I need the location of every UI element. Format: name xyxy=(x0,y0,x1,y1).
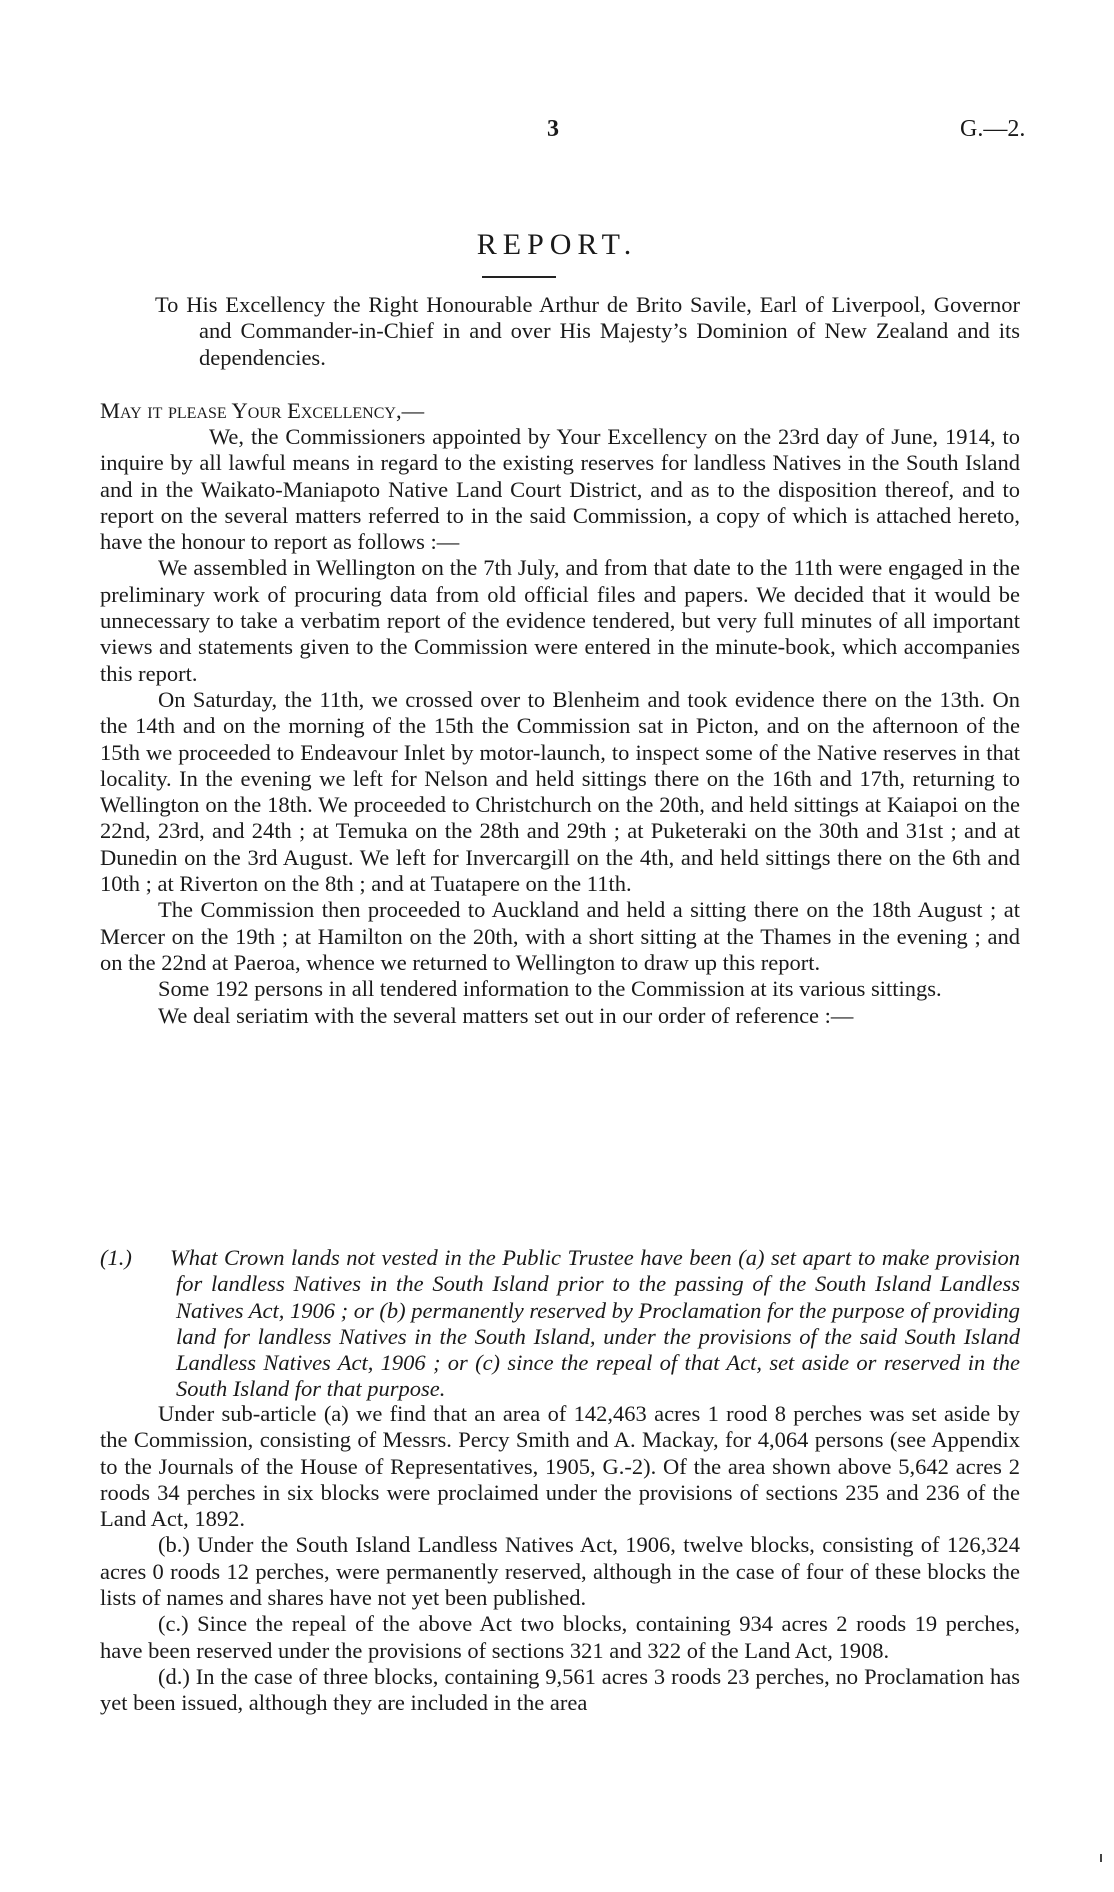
paragraph: We assembled in Wellington on the 7th July, and from that date to the 11th were engaged in the preliminary work of procuring data from old official files and papers. We decided that it would be unnecessary to take a verbatim report of the evidence tendered, but very full minutes of all important views and statements given to the Commission were entered in the minute-book, which accompanies this report. xyxy=(100,555,1020,686)
question-answers xyxy=(100,1401,1020,1717)
report-body xyxy=(100,424,1020,1029)
paragraph: The Commission then proceeded to Auckland and held a sitting there on the 18th August ; at Mercer on the 19th ; at Hamilton on the 20th, with a short sitting at the Thames in the evening ; and on the 22nd at Paeroa, whence we returned to Wellington to draw up this report. xyxy=(100,897,1020,975)
answer-paragraph: (b.) Under the South Island Landless Natives Act, 1906, twelve blocks, consisting of 126,324 acres 0 roods 12 perches, were permanently reserved, although in the case of four of these blocks the lists of names and shares have not yet been published. xyxy=(100,1532,1020,1611)
document-reference: G.—2. xyxy=(960,116,1026,142)
paragraph: We deal seriatim with the several matters set out in our order of reference :— xyxy=(158,1002,854,1028)
paragraph: Some 192 persons in all tendered information to the Commission at its various sittings. xyxy=(158,976,942,1002)
question-number: (1.) xyxy=(100,1245,132,1270)
address-block xyxy=(155,292,1020,371)
paragraph: We, the Commissioners appointed by Your Excellency on the 23rd day of June, 1914, to inquire by all lawful means in regard to the existing reserves for landless Natives in the South Island and in the Waikato-Maniapoto Native Land Court District, and as to the disposition thereof, and to report on the several matters referred to in the said Commission, a copy of which is attached hereto, have the honour to report as follows :— xyxy=(100,424,1020,555)
title-divider xyxy=(482,276,556,278)
page-number: 3 xyxy=(547,116,559,142)
salutation: May it please Your Excellency,— xyxy=(100,398,425,423)
answer-paragraph: Under sub-article (a) we find that an area of 142,463 acres 1 rood 8 perches was set aside by the Commission, consisting of Messrs. Percy Smith and A. Mackay, for 4,064 persons (see Appendix to the Journals of the House of Representatives, 1905, G.-2). Of the area shown above 5,642 acres 2 roods 34 perches in six blocks were proclaimed under the provisions of sections 235 and 236 of the Land Act, 1892. xyxy=(100,1401,1020,1532)
page-edge-mark xyxy=(1100,1854,1110,1862)
answer-paragraph: (d.) In the case of three blocks, containing 9,561 acres 3 roods 23 perches, no Proclamation has yet been issued, although they are included in the area xyxy=(100,1663,1020,1716)
answer-paragraph: (c.) Since the repeal of the above Act two blocks, containing 934 acres 2 roods 19 perches, have been reserved under the provisions of sections 321 and 322 of the Land Act, 1908. xyxy=(100,1611,1020,1663)
page-header xyxy=(0,116,1114,146)
report-title: REPORT. xyxy=(476,228,638,261)
question-text: What Crown lands not vested in the Public Trustee have been (a) set apart to make provision for landless Natives in the South Island prior to the passing of the South Island Landless Natives Act, 1906 ; or (b) permanently reserved by Proclamation for the purpose of providing land for landless Natives in the South Island, under the provisions of the said South Island Landless Natives Act, 1906 ; or (c) since the repeal of that Act, set aside or reserved in the South Island for that purpose. xyxy=(170,1245,1020,1402)
reference-question-1 xyxy=(100,1245,1020,1403)
address-text: To His Excellency the Right Honourable Arthur de Brito Savile, Earl of Liverpool, Governor and Commander-in-Chief in and over His Majesty’s Dominion of New Zealand and its dependencies. xyxy=(155,292,1020,370)
paragraph: On Saturday, the 11th, we crossed over to Blenheim and took evidence there on the 13th. On the 14th and on the morning of the 15th the Commission sat in Picton, and on the afternoon of the 15th we proceeded to Endeavour Inlet by motor-launch, to inspect some of the Native reserves in that locality. In the evening we left for Nelson and held sittings there on the 16th and 17th, returning to Wellington on the 18th. We proceeded to Christchurch on the 20th, and held sittings at Kaiapoi on the 22nd, 23rd, and 24th ; at Temuka on the 28th and 29th ; at Puketeraki on the 30th and 31st ; and at Dunedin on the 3rd August. We left for Invercargill on the 4th, and held sittings there on the 6th and 10th ; at Riverton on the 8th ; and at Tuatapere on the 11th. xyxy=(100,686,1020,897)
